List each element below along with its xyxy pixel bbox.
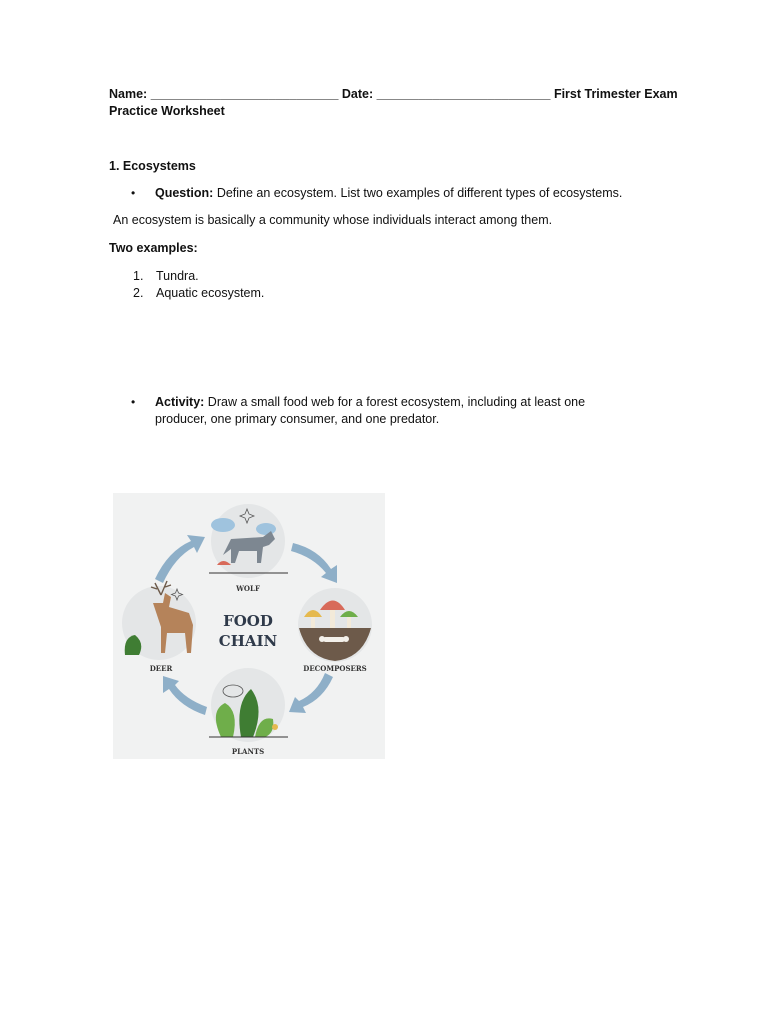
date-blank: _________________________: [376, 87, 551, 101]
header-line: [109, 86, 678, 103]
activity-text-continued: producer, one primary consumer, and one predator.: [155, 412, 440, 426]
bullet-icon: •: [131, 395, 136, 409]
arrow-icon: [155, 535, 205, 583]
question-text: Define an ecosystem. List two examples of different types of ecosystems.: [213, 186, 623, 200]
plants-label: PLANTS: [231, 747, 265, 756]
question-label: Question:: [155, 186, 214, 200]
examples-heading: Two examples:: [109, 241, 198, 255]
example-item: Aquatic ecosystem.: [156, 286, 265, 300]
deer-label: DEER: [149, 664, 173, 673]
bullet-icon: •: [131, 186, 136, 200]
food-chain-figure: [113, 493, 385, 759]
date-label: Date:: [341, 87, 374, 101]
mushroom-icon: [298, 588, 372, 662]
arrow-icon: [289, 673, 333, 713]
wolf-icon: [209, 504, 288, 578]
activity-item: [155, 394, 585, 411]
food-chain-title-line1: FOOD: [223, 612, 273, 630]
decomposers-label: DECOMPOSERS: [303, 664, 367, 673]
wolf-label: WOLF: [236, 584, 260, 593]
arrow-icon: [291, 543, 337, 583]
food-chain-title-line2: CHAIN: [218, 632, 278, 650]
example-item: Tundra.: [156, 269, 199, 283]
plant-icon: [209, 668, 288, 742]
name-label: Name:: [109, 87, 148, 101]
example-number: 2.: [133, 286, 144, 300]
activity-text: Draw a small food web for a forest ecosystem, including at least one: [204, 395, 586, 409]
name-blank: ___________________________: [150, 87, 339, 101]
answer-text: An ecosystem is basically a community whose individuals interact among them.: [113, 213, 553, 227]
exam-title: First Trimester Exam: [553, 87, 678, 101]
exam-subtitle: Practice Worksheet: [109, 104, 225, 118]
activity-label: Activity:: [155, 395, 205, 409]
deer-icon: [122, 581, 196, 660]
question-item: [155, 185, 622, 202]
example-number: 1.: [133, 269, 144, 283]
section-heading: 1. Ecosystems: [109, 159, 196, 173]
arrow-icon: [163, 676, 207, 715]
